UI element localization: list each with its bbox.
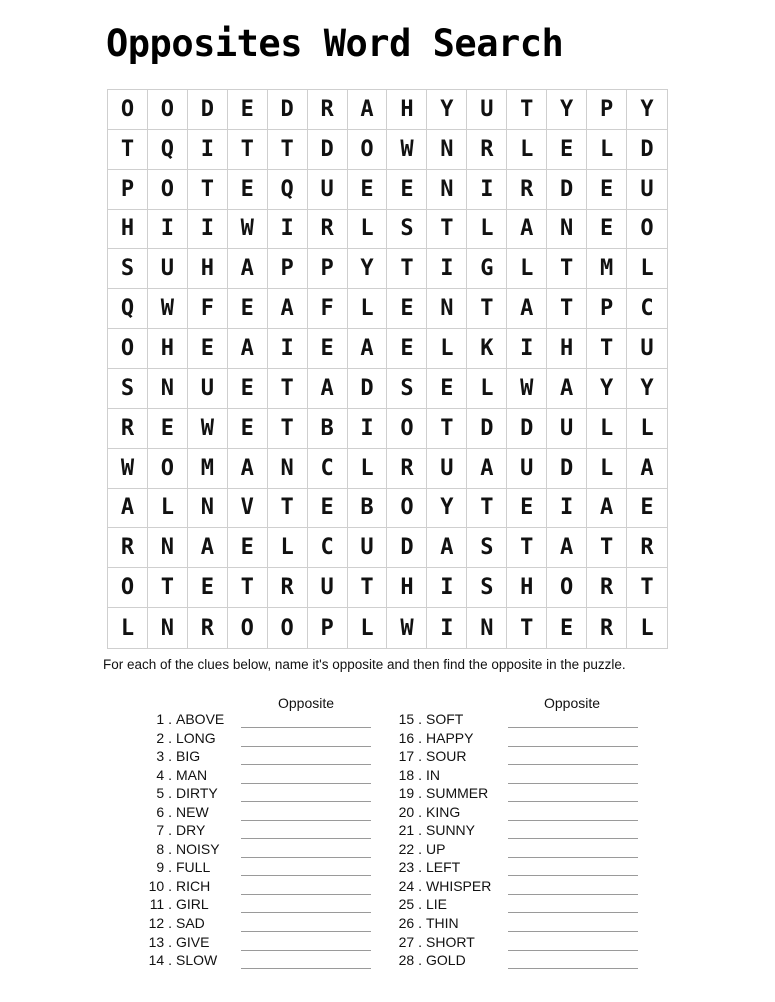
- clue-number: 16 .: [398, 729, 422, 746]
- clue-row: [0, 934, 700, 953]
- clue-number: 24 .: [398, 877, 422, 894]
- grid-cell: T: [188, 170, 228, 210]
- grid-cell: N: [427, 289, 467, 329]
- grid-cell: H: [507, 568, 547, 608]
- grid-cell: B: [348, 489, 388, 529]
- grid-cell: O: [148, 449, 188, 489]
- grid-cell: S: [387, 369, 427, 409]
- clue-word: DIRTY: [176, 785, 218, 802]
- grid-cell: P: [268, 249, 308, 289]
- answer-line[interactable]: [508, 931, 638, 932]
- grid-cell: E: [228, 528, 268, 568]
- grid-cell: A: [467, 449, 507, 489]
- grid-cell: E: [188, 568, 228, 608]
- grid-cell: R: [467, 130, 507, 170]
- grid-cell: L: [427, 329, 467, 369]
- answer-line[interactable]: [508, 912, 638, 913]
- grid-cell: T: [507, 528, 547, 568]
- clue-number: 18 .: [398, 766, 422, 783]
- grid-cell: W: [387, 608, 427, 648]
- grid-cell: D: [188, 90, 228, 130]
- clue-number: 20 .: [398, 803, 422, 820]
- grid-cell: A: [348, 90, 388, 130]
- grid-cell: T: [467, 289, 507, 329]
- grid-cell: O: [387, 489, 427, 529]
- clue-number: 27 .: [398, 933, 422, 950]
- grid-cell: A: [427, 528, 467, 568]
- grid-cell: O: [108, 329, 148, 369]
- grid-cell: I: [148, 210, 188, 250]
- clue-word: SAD: [176, 915, 205, 932]
- clue-number: 17 .: [398, 748, 422, 765]
- clue-word: GIVE: [176, 933, 210, 950]
- grid-cell: T: [587, 329, 627, 369]
- grid-cell: R: [587, 568, 627, 608]
- grid-cell: L: [507, 249, 547, 289]
- grid-cell: U: [348, 528, 388, 568]
- grid-cell: P: [108, 170, 148, 210]
- clue-word: WHISPER: [426, 877, 492, 894]
- opposite-header-left: Opposite: [278, 695, 335, 711]
- grid-cell: P: [308, 249, 348, 289]
- clue-number: 25 .: [398, 896, 422, 913]
- grid-cell: Y: [627, 369, 667, 409]
- grid-cell: W: [108, 449, 148, 489]
- clue-row: [0, 804, 700, 823]
- clue-word: HAPPY: [426, 729, 474, 746]
- grid-cell: Y: [348, 249, 388, 289]
- clue-word: IN: [426, 766, 440, 783]
- grid-cell: I: [427, 249, 467, 289]
- clue-word: NEW: [176, 803, 209, 820]
- grid-cell: L: [467, 369, 507, 409]
- clue-row: [0, 785, 700, 804]
- grid-cell: A: [108, 489, 148, 529]
- grid-cell: C: [627, 289, 667, 329]
- clue-number: 21 .: [398, 822, 422, 839]
- grid-cell: N: [188, 489, 228, 529]
- grid-cell: C: [308, 528, 348, 568]
- grid-cell: S: [467, 528, 507, 568]
- grid-cell: L: [587, 130, 627, 170]
- grid-cell: I: [507, 329, 547, 369]
- grid-cell: E: [148, 409, 188, 449]
- clue-list-right: [0, 711, 700, 971]
- grid-cell: D: [268, 90, 308, 130]
- grid-cell: E: [228, 170, 268, 210]
- grid-cell: L: [587, 449, 627, 489]
- grid-cell: A: [348, 329, 388, 369]
- grid-cell: D: [627, 130, 667, 170]
- letter-grid: [107, 89, 668, 649]
- clue-word: SOFT: [426, 711, 464, 727]
- grid-cell: I: [268, 210, 308, 250]
- clue-number: 9 .: [156, 859, 172, 876]
- grid-cell: N: [148, 528, 188, 568]
- grid-cell: W: [148, 289, 188, 329]
- grid-cell: T: [547, 249, 587, 289]
- grid-cell: T: [228, 568, 268, 608]
- grid-cell: R: [308, 90, 348, 130]
- grid-cell: R: [308, 210, 348, 250]
- grid-cell: A: [228, 449, 268, 489]
- grid-cell: E: [308, 489, 348, 529]
- clue-number: 19 .: [398, 785, 422, 802]
- grid-cell: I: [547, 489, 587, 529]
- grid-cell: O: [627, 210, 667, 250]
- grid-cell: W: [507, 369, 547, 409]
- grid-cell: E: [228, 369, 268, 409]
- grid-cell: N: [467, 608, 507, 648]
- clue-word: ABOVE: [176, 711, 225, 727]
- grid-cell: R: [587, 608, 627, 648]
- clue-row: [0, 748, 700, 767]
- grid-cell: E: [348, 170, 388, 210]
- grid-cell: A: [547, 369, 587, 409]
- grid-cell: P: [587, 289, 627, 329]
- grid-cell: U: [148, 249, 188, 289]
- grid-cell: N: [427, 130, 467, 170]
- grid-cell: K: [467, 329, 507, 369]
- grid-cell: D: [507, 409, 547, 449]
- grid-cell: T: [427, 210, 467, 250]
- answer-line[interactable]: [508, 783, 638, 784]
- clue-row: [0, 730, 700, 749]
- grid-cell: R: [188, 608, 228, 648]
- grid-cell: D: [547, 170, 587, 210]
- grid-cell: H: [188, 249, 228, 289]
- grid-cell: L: [148, 489, 188, 529]
- grid-cell: H: [108, 210, 148, 250]
- grid-cell: L: [507, 130, 547, 170]
- grid-cell: U: [308, 170, 348, 210]
- grid-cell: T: [268, 409, 308, 449]
- grid-cell: H: [148, 329, 188, 369]
- answer-line[interactable]: [508, 746, 638, 747]
- grid-cell: R: [108, 409, 148, 449]
- answer-line[interactable]: [508, 820, 638, 821]
- answer-line[interactable]: [508, 894, 638, 895]
- grid-cell: B: [308, 409, 348, 449]
- grid-cell: R: [387, 449, 427, 489]
- grid-cell: O: [547, 568, 587, 608]
- instructions: For each of the clues below, name it's opposite and then find the opposite in the puzzle.: [103, 657, 626, 672]
- grid-cell: A: [587, 489, 627, 529]
- grid-cell: I: [188, 130, 228, 170]
- grid-cell: V: [228, 489, 268, 529]
- grid-cell: S: [467, 568, 507, 608]
- grid-cell: E: [228, 90, 268, 130]
- clue-number: 23 .: [398, 859, 422, 876]
- grid-cell: T: [228, 130, 268, 170]
- clue-word: FULL: [176, 859, 211, 876]
- grid-cell: H: [547, 329, 587, 369]
- grid-cell: A: [308, 369, 348, 409]
- grid-cell: O: [348, 130, 388, 170]
- clue-word: BIG: [176, 748, 201, 765]
- grid-cell: E: [387, 329, 427, 369]
- grid-cell: Y: [427, 489, 467, 529]
- clue-word: SUNNY: [426, 822, 476, 839]
- grid-cell: E: [547, 130, 587, 170]
- grid-cell: I: [348, 409, 388, 449]
- grid-cell: T: [427, 409, 467, 449]
- clue-number: 26 .: [398, 915, 422, 932]
- grid-cell: E: [228, 409, 268, 449]
- clue-row: [0, 952, 700, 971]
- grid-cell: U: [547, 409, 587, 449]
- grid-cell: W: [228, 210, 268, 250]
- grid-cell: E: [507, 489, 547, 529]
- grid-cell: N: [427, 170, 467, 210]
- grid-cell: R: [507, 170, 547, 210]
- grid-cell: E: [587, 210, 627, 250]
- grid-cell: C: [308, 449, 348, 489]
- clue-word: LONG: [176, 729, 216, 746]
- grid-cell: L: [348, 210, 388, 250]
- grid-cell: L: [627, 409, 667, 449]
- grid-cell: I: [188, 210, 228, 250]
- grid-cell: S: [387, 210, 427, 250]
- clue-number: 6 .: [156, 803, 172, 820]
- grid-cell: D: [547, 449, 587, 489]
- grid-cell: A: [627, 449, 667, 489]
- grid-cell: D: [467, 409, 507, 449]
- grid-cell: T: [268, 369, 308, 409]
- clue-word: SOUR: [426, 748, 467, 765]
- grid-cell: Y: [547, 90, 587, 130]
- grid-cell: A: [228, 249, 268, 289]
- grid-cell: T: [467, 489, 507, 529]
- answer-line[interactable]: [508, 727, 638, 728]
- grid-cell: O: [228, 608, 268, 648]
- clue-word: SLOW: [176, 952, 218, 969]
- clue-number: 14 .: [148, 952, 172, 969]
- grid-cell: R: [108, 528, 148, 568]
- grid-cell: L: [640, 615, 654, 641]
- grid-cell: P: [587, 90, 627, 130]
- grid-cell: W: [387, 130, 427, 170]
- clue-row: [0, 878, 700, 897]
- grid-cell: F: [308, 289, 348, 329]
- grid-cell: Q: [268, 170, 308, 210]
- clue-number: 3 .: [156, 748, 172, 765]
- grid-cell: I: [427, 608, 467, 648]
- grid-cell: T: [507, 90, 547, 130]
- clue-number: 11 .: [149, 896, 172, 913]
- clue-number: 2 .: [156, 729, 172, 746]
- clue-number: 13 .: [148, 933, 172, 950]
- grid-cell: S: [108, 369, 148, 409]
- grid-cell: U: [467, 90, 507, 130]
- grid-cell: L: [587, 409, 627, 449]
- clue-word: KING: [426, 803, 461, 820]
- grid-cell: S: [108, 249, 148, 289]
- clue-word: RICH: [176, 877, 211, 894]
- grid-cell: O: [387, 409, 427, 449]
- clue-row: [0, 915, 700, 934]
- clue-number: 5 .: [156, 785, 172, 802]
- grid-cell: R: [268, 568, 308, 608]
- grid-cell: D: [387, 528, 427, 568]
- grid-cell: U: [427, 449, 467, 489]
- clue-number: 7 .: [156, 822, 172, 839]
- grid-cell: Q: [108, 289, 148, 329]
- clue-word: SUMMER: [426, 785, 489, 802]
- grid-cell: E: [387, 289, 427, 329]
- grid-cell: U: [188, 369, 228, 409]
- grid-cell: L: [108, 608, 148, 648]
- clue-word: LEFT: [426, 859, 461, 876]
- clue-number: 8 .: [156, 840, 172, 857]
- page-title: Opposites Word Search: [106, 22, 564, 65]
- clue-word: UP: [426, 840, 446, 857]
- grid-cell: N: [148, 608, 188, 648]
- answer-line[interactable]: [508, 968, 638, 969]
- grid-cell: U: [308, 568, 348, 608]
- grid-cell: L: [348, 289, 388, 329]
- grid-cell: T: [348, 568, 388, 608]
- clue-number: 15 .: [398, 711, 422, 727]
- clue-number: 10 .: [148, 877, 172, 894]
- answer-line[interactable]: [508, 875, 638, 876]
- grid-cell: L: [348, 608, 388, 648]
- clue-row: [0, 896, 700, 915]
- grid-cell: L: [627, 249, 667, 289]
- grid-cell: T: [547, 289, 587, 329]
- grid-cell: E: [387, 170, 427, 210]
- clue-word: MAN: [176, 766, 208, 783]
- grid-cell: A: [507, 289, 547, 329]
- grid-cell: T: [627, 568, 667, 608]
- answer-line[interactable]: [508, 764, 638, 765]
- grid-cell: W: [188, 409, 228, 449]
- grid-cell: N: [268, 449, 308, 489]
- grid-cell: D: [348, 369, 388, 409]
- grid-cell: E: [547, 608, 587, 648]
- grid-cell: Y: [627, 90, 667, 130]
- grid-cell: T: [587, 528, 627, 568]
- grid-cell: E: [587, 170, 627, 210]
- grid-cell: I: [268, 329, 308, 369]
- grid-cell: M: [188, 449, 228, 489]
- grid-cell: T: [148, 568, 188, 608]
- grid-cell: U: [507, 449, 547, 489]
- clue-word: GOLD: [426, 952, 466, 969]
- grid-cell: L: [268, 528, 308, 568]
- grid-cell: U: [627, 329, 667, 369]
- grid-cell: U: [627, 170, 667, 210]
- grid-cell: A: [507, 210, 547, 250]
- clue-word: SHORT: [426, 933, 475, 950]
- clue-number: 22 .: [398, 840, 422, 857]
- grid-cell: H: [387, 568, 427, 608]
- grid-cell: T: [108, 130, 148, 170]
- grid-cell: M: [587, 249, 627, 289]
- grid-cell: O: [268, 608, 308, 648]
- grid-cell: I: [427, 568, 467, 608]
- grid-cell: P: [308, 608, 348, 648]
- clue-row: [0, 822, 700, 841]
- grid-cell: G: [467, 249, 507, 289]
- grid-cell: Y: [427, 90, 467, 130]
- grid-cell: L: [348, 449, 388, 489]
- clue-number: 1 .: [156, 711, 172, 727]
- grid-cell: E: [627, 489, 667, 529]
- grid-cell: D: [308, 130, 348, 170]
- grid-cell: Q: [148, 130, 188, 170]
- grid-cell: H: [387, 90, 427, 130]
- answer-line[interactable]: [508, 950, 638, 951]
- answer-line[interactable]: [508, 838, 638, 839]
- clue-row: [0, 711, 700, 730]
- grid-cell: T: [387, 249, 427, 289]
- clue-word: LIE: [426, 896, 448, 913]
- grid-cell: E: [228, 289, 268, 329]
- grid-cell: T: [507, 608, 547, 648]
- grid-cell: T: [268, 130, 308, 170]
- grid-cell: O: [108, 90, 148, 130]
- grid-cell: O: [148, 90, 188, 130]
- clue-word: THIN: [426, 915, 459, 932]
- opposite-header-right: Opposite: [544, 695, 601, 711]
- grid-cell: A: [228, 329, 268, 369]
- clue-word: NOISY: [176, 840, 220, 857]
- grid-cell: E: [188, 329, 228, 369]
- grid-cell: L: [467, 210, 507, 250]
- grid-cell: A: [547, 528, 587, 568]
- grid-cell: N: [148, 369, 188, 409]
- answer-line[interactable]: [508, 801, 638, 802]
- clue-number: 4 .: [156, 766, 172, 783]
- grid-cell: E: [427, 369, 467, 409]
- clue-row: [0, 859, 700, 878]
- clue-word: GIRL: [176, 896, 209, 913]
- clue-number: 12 .: [148, 915, 172, 932]
- grid-cell: O: [108, 568, 148, 608]
- grid-cell: R: [627, 528, 667, 568]
- grid-cell: I: [467, 170, 507, 210]
- grid-cell: A: [188, 528, 228, 568]
- clue-row: [0, 841, 700, 860]
- grid-cell: A: [268, 289, 308, 329]
- grid-cell: O: [148, 170, 188, 210]
- grid-cell: T: [268, 489, 308, 529]
- grid-cell: E: [308, 329, 348, 369]
- clue-row: [0, 767, 700, 786]
- grid-cell: N: [547, 210, 587, 250]
- answer-line[interactable]: [508, 857, 638, 858]
- clue-number: 28 .: [398, 952, 422, 969]
- clue-word: DRY: [176, 822, 206, 839]
- grid-cell: Y: [587, 369, 627, 409]
- grid-cell: F: [188, 289, 228, 329]
